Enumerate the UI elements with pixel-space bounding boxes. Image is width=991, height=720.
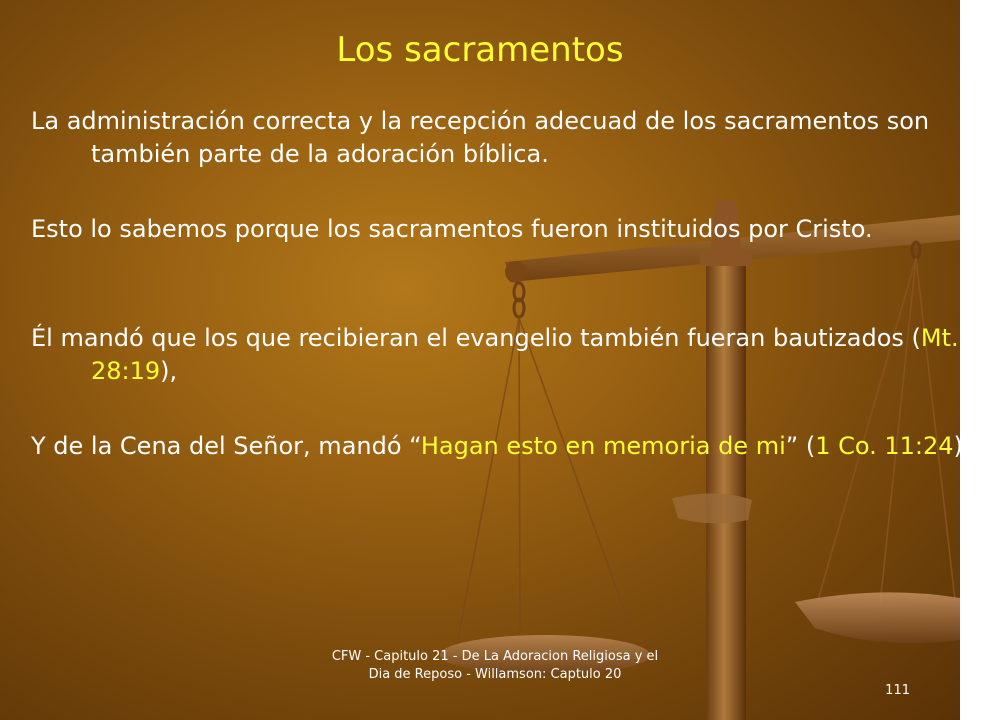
paragraph-administration: La administración correcta y la recepción adecuad de los sacramentos son también parte de la adoración bíblica. [31,107,930,168]
slide-title: Los sacramentos [336,30,624,70]
supper-text-mid: ” ( [785,432,816,460]
scripture-ref-corinthians: 1 Co. 11:24 [815,432,954,460]
baptism-text-end: ), [160,357,178,385]
slide-footer: CFW - Capitulo 21 - De La Adoracion Religiosa y el Dia de Reposo - Willamson: Captulo 20 [331,649,659,682]
page-number: 111 [885,683,910,698]
paragraph-baptism [31,322,991,388]
supper-quote: Hagan esto en memoria de mi [420,432,786,460]
paragraph-lords-supper [31,430,991,463]
supper-text: Y de la Cena del Señor, mandó “ [31,432,421,460]
baptism-text: Él mandó que los que recibieran el evangelio también fueran bautizados ( [31,324,921,352]
supper-text-end: ). [953,432,971,460]
paragraph-instituted: Esto lo sabemos porque los sacramentos fueron instituidos por Cristo. [31,215,873,243]
scripture-ref-matthew: Mt. 28:19 [91,324,959,385]
